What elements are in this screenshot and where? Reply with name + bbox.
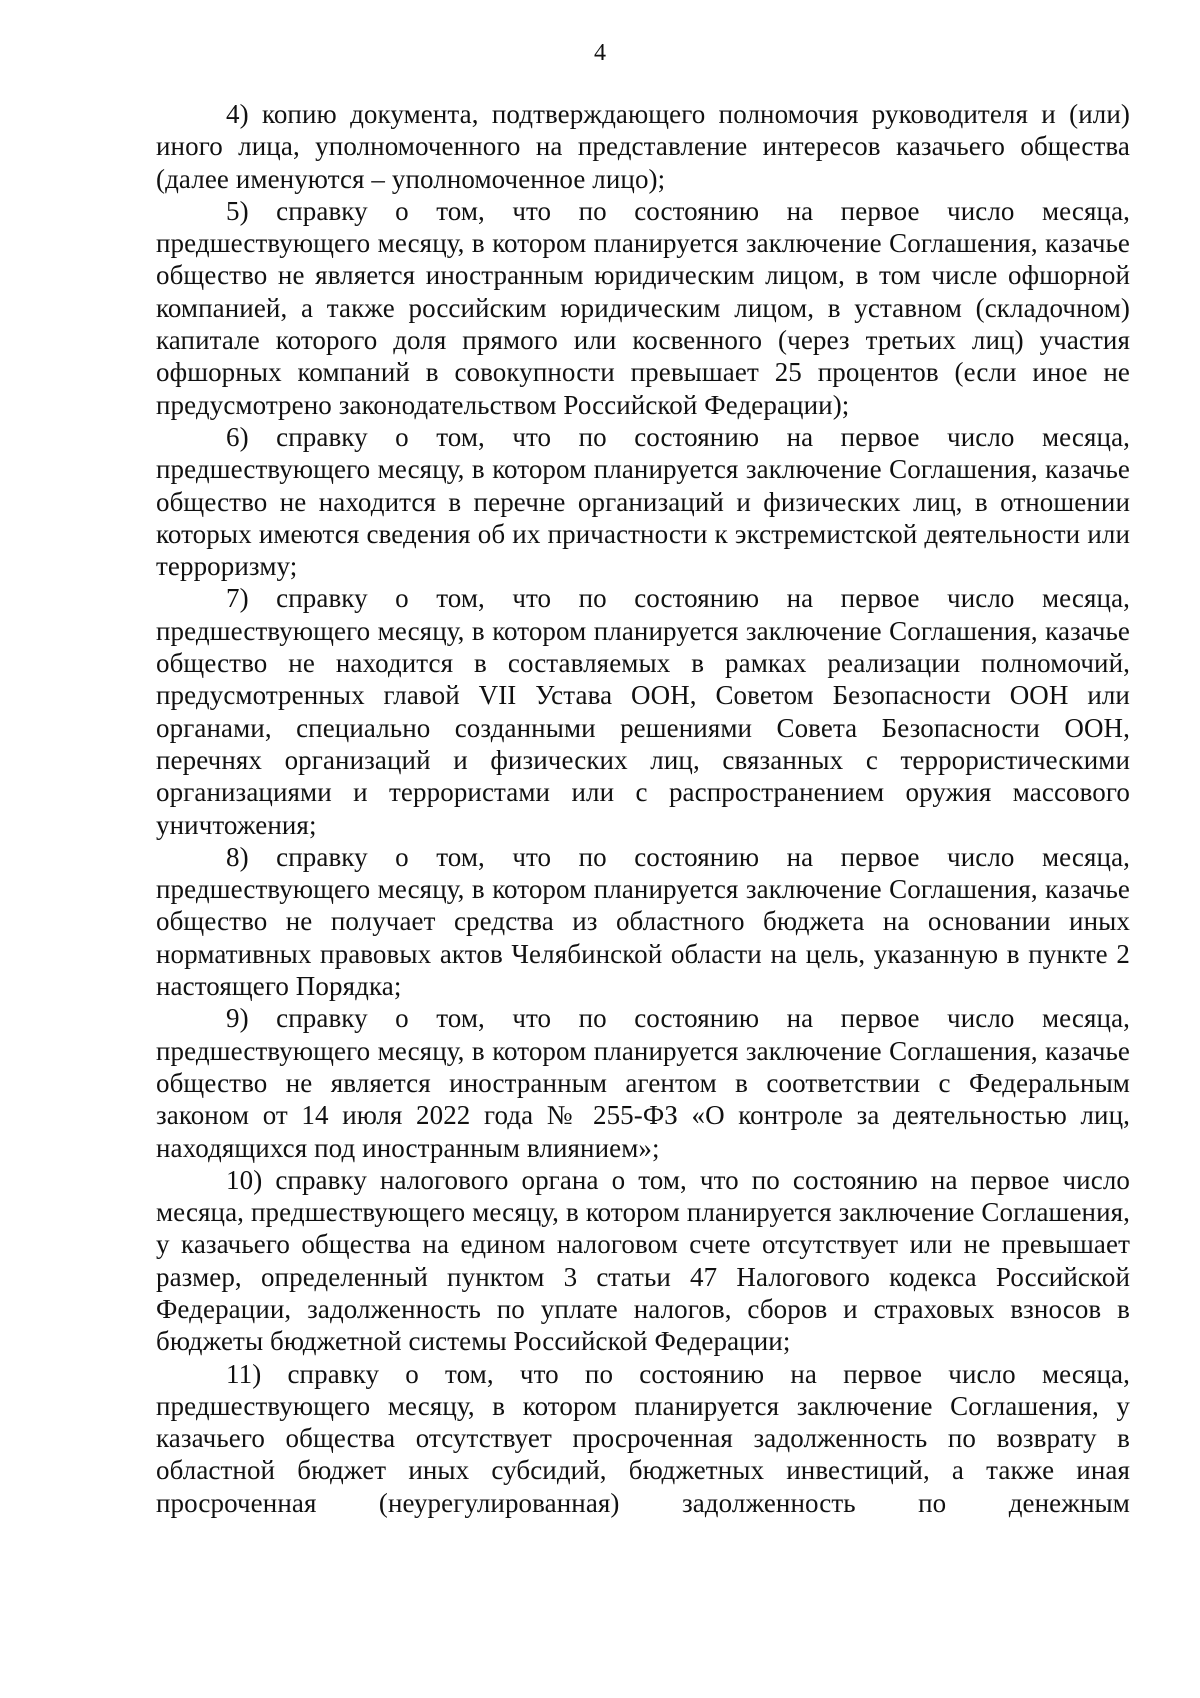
paragraph-item-8: 8) справку о том, что по состоянию на первое число месяца, предшествующего месяцу, в котором планируется заключение Соглашения, казачье общество не получает средства из областного бюджета на основании иных нормативных правовых актов Челябинской области на цель, указанную в пункте 2 настоящего Порядка;	[156, 841, 1130, 1002]
paragraph-item-5: 5) справку о том, что по состоянию на первое число месяца, предшествующего месяцу, в котором планируется заключение Соглашения, казачье общество не является иностранным юридическим лицом, в том числе офшорной компанией, а также российским юридическим лицом, в уставном (складочном) капитале которого доля прямого или косвенного (через третьих лиц) участия офшорных компаний в совокупности превышает 25 процентов (если иное не предусмотрено законодательством Российской Федерации);	[156, 195, 1130, 420]
paragraph-item-7: 7) справку о том, что по состоянию на первое число месяца, предшествующего месяцу, в котором планируется заключение Соглашения, казачье общество не находится в составляемых в рамках реализации полномочий, предусмотренных главой VII Устава ООН, Советом Безопасности ООН или органами, специально созданными решениями Совета Безопасности ООН, перечнях организаций и физических лиц, связанных с террористическими организациями и террористами или с распространением оружия массового уничтожения;	[156, 583, 1130, 840]
document-body	[156, 98, 1130, 1519]
paragraph-item-10: 10) справку налогового органа о том, что по состоянию на первое число месяца, предшествующего месяцу, в котором планируется заключение Соглашения, у казачьего общества на едином налоговом счете отсутствует или не превышает размер, определенный пунктом 3 статьи 47 Налогового кодекса Российской Федерации, задолженность по уплате налогов, сборов и страховых взносов в бюджеты бюджетной системы Российской Федерации;	[156, 1164, 1130, 1357]
paragraph-item-9: 9) справку о том, что по состоянию на первое число месяца, предшествующего месяцу, в котором планируется заключение Соглашения, казачье общество не является иностранным агентом в соответствии с Федеральным законом от 14 июля 2022 года № 255-ФЗ «О контроле за деятельностью лиц, находящихся под иностранным влиянием»;	[156, 1003, 1130, 1163]
paragraph-item-11: 11) справку о том, что по состоянию на первое число месяца, предшествующего месяцу, в котором планируется заключение Соглашения, у казачьего общества отсутствует просроченная задолженность по возврату в областной бюджет иных субсидий, бюджетных инвестиций, а также иная просроченная (неурегулированная) задолженность по денежным	[156, 1358, 1130, 1518]
paragraph-item-6: 6) справку о том, что по состоянию на первое число месяца, предшествующего месяцу, в котором планируется заключение Соглашения, казачье общество не находится в перечне организаций и физических лиц, в отношении которых имеются сведения об их причастности к экстремистской деятельности или терроризму;	[156, 421, 1130, 582]
paragraph-item-4: 4) копию документа, подтверждающего полномочия руководителя и (или) иного лица, уполномоченного на представление интересов казачьего общества (далее именуются – уполномоченное лицо);	[156, 99, 1130, 194]
page-number: 4	[594, 40, 606, 66]
